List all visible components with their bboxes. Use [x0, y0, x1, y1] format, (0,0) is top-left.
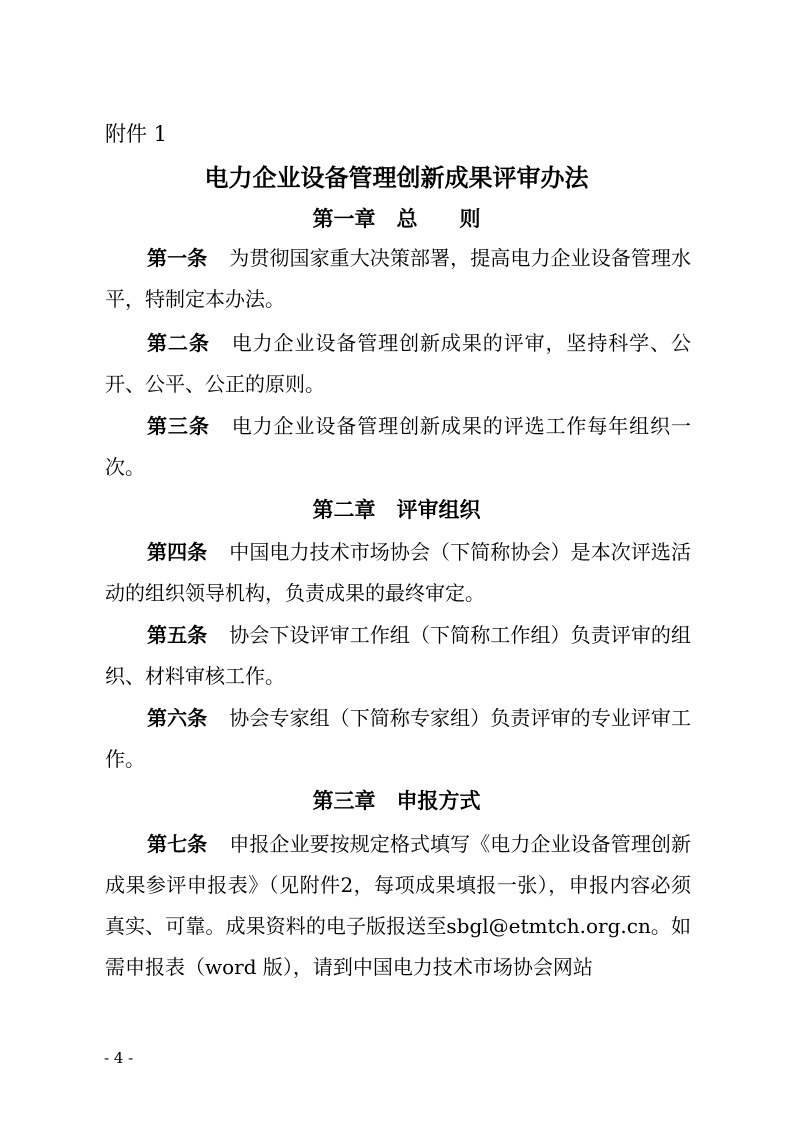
document-title: 电力企业设备管理创新成果评审办法: [204, 164, 589, 192]
article-5-text: 协会下设评审工作组（下简称工作组）负责评审的组织、材料审核工作。: [105, 623, 692, 688]
page-number: - 4 -: [104, 1049, 134, 1067]
article-1: [105, 238, 691, 320]
attachment-label: 附件 1: [105, 122, 168, 146]
article-7-text: 申报企业要按规定格式填写《电力企业设备管理创新成果参评申报表》（见附件2，每项成果填报一张），申报内容必须真实、可靠。成果资料的电子版报送至sbgl@etmtch.org.cn。如需申报表（word 版），请到中国电力技术市场协会网站: [105, 832, 692, 979]
article-7: [105, 824, 691, 988]
chapter-2-heading: 第二章 评审组织: [312, 498, 481, 522]
article-6-text: 协会专家组（下简称专家组）负责评审的专业评审工作。: [105, 706, 692, 771]
article-2-text: 电力企业设备管理创新成果的评审，坚持科学、公开、公平、公正的原则。: [105, 331, 691, 396]
article-3-label: 第三条: [147, 414, 210, 438]
article-7-label: 第七条: [147, 832, 208, 856]
article-5-label: 第五条: [147, 623, 208, 647]
article-4: [105, 532, 691, 614]
article-2-label: 第二条: [147, 331, 210, 355]
article-4-label: 第四条: [147, 540, 208, 564]
article-6-label: 第六条: [147, 706, 208, 730]
article-3-text: 电力企业设备管理创新成果的评选工作每年组织一次。: [105, 414, 691, 479]
article-3: [105, 406, 691, 488]
chapter-1-heading: 第一章 总 则: [312, 207, 481, 231]
chapter-3-heading: 第三章 申报方式: [312, 789, 481, 813]
article-2: [105, 323, 691, 405]
article-1-label: 第一条: [147, 246, 208, 270]
article-5: [105, 615, 691, 697]
article-6: [105, 698, 691, 780]
article-4-text: 中国电力技术市场协会（下简称协会）是本次评选活动的组织领导机构，负责成果的最终审定。: [105, 540, 692, 605]
article-1-text: 为贯彻国家重大决策部署，提高电力企业设备管理水平，特制定本办法。: [105, 246, 692, 311]
